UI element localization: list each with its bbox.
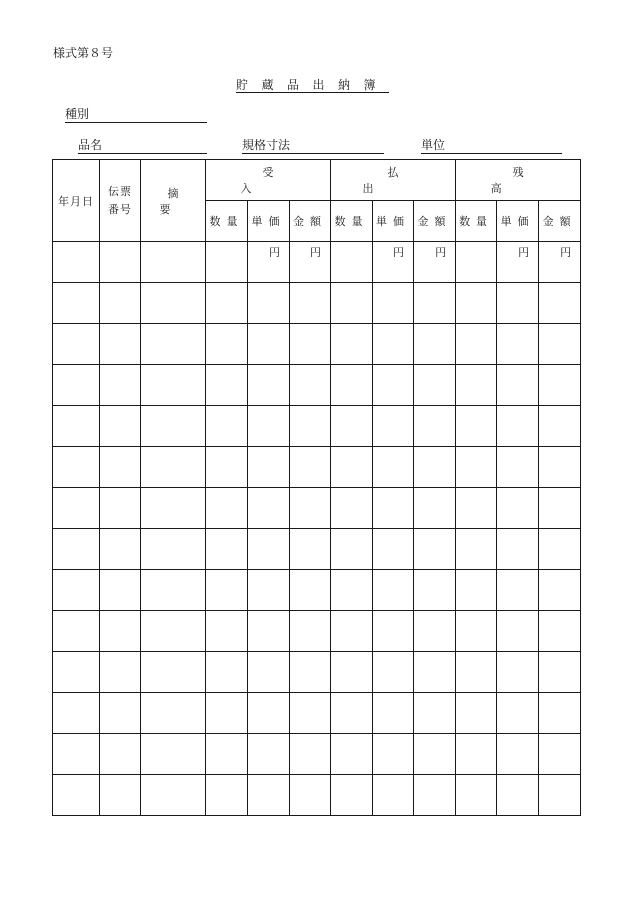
cell-summary[interactable] (141, 324, 206, 365)
cell-payment-amount[interactable] (414, 283, 456, 324)
cell-balance-amount[interactable] (539, 775, 581, 816)
cell-date[interactable] (53, 529, 100, 570)
cell-payment-quantity[interactable] (331, 529, 373, 570)
cell-receipt-amount[interactable] (290, 693, 331, 734)
cell-receipt-unit-price[interactable] (248, 488, 290, 529)
cell-date[interactable] (53, 283, 100, 324)
cell-slip-number[interactable] (100, 283, 141, 324)
cell-date[interactable] (53, 488, 100, 529)
ledger-table (52, 159, 581, 816)
cell-receipt-amount[interactable] (290, 611, 331, 652)
cell-balance-quantity[interactable] (456, 775, 497, 816)
header-receipt-quantity: 数量 (206, 201, 248, 242)
header-balance-amount: 金額 (539, 201, 581, 242)
cell-summary[interactable] (141, 652, 206, 693)
spec-label: 規格寸法 (242, 138, 291, 152)
table-row (53, 488, 581, 529)
kind-label: 種別 (65, 107, 90, 121)
cell-receipt-unit-price[interactable] (248, 570, 290, 611)
cell-slip-number[interactable] (100, 242, 141, 283)
header-payment-unit-price: 単価 (373, 201, 414, 242)
cell-payment-amount[interactable] (414, 488, 456, 529)
cell-payment-amount[interactable] (414, 529, 456, 570)
yen-mark: 円 (435, 246, 447, 259)
cell-date[interactable] (53, 242, 100, 283)
cell-date[interactable] (53, 365, 100, 406)
cell-receipt-quantity[interactable] (206, 775, 248, 816)
cell-balance-amount[interactable] (539, 242, 581, 283)
cell-payment-quantity[interactable] (331, 406, 373, 447)
cell-balance-quantity[interactable] (456, 570, 497, 611)
cell-receipt-quantity[interactable] (206, 652, 248, 693)
cell-slip-number[interactable] (100, 529, 141, 570)
cell-balance-amount[interactable] (539, 734, 581, 775)
cell-receipt-unit-price[interactable] (248, 734, 290, 775)
cell-balance-unit-price[interactable] (497, 242, 539, 283)
cell-balance-unit-price[interactable] (497, 775, 539, 816)
cell-receipt-amount[interactable] (290, 775, 331, 816)
cell-payment-quantity[interactable] (331, 652, 373, 693)
cell-receipt-amount[interactable] (290, 734, 331, 775)
cell-slip-number[interactable] (100, 775, 141, 816)
table-row (53, 529, 581, 570)
cell-payment-quantity[interactable] (331, 570, 373, 611)
header-slip-number: 伝票 番号 (100, 160, 141, 242)
cell-slip-number[interactable] (100, 693, 141, 734)
cell-payment-amount[interactable] (414, 775, 456, 816)
cell-payment-unit-price[interactable] (373, 488, 414, 529)
cell-date[interactable] (53, 324, 100, 365)
cell-balance-quantity[interactable] (456, 365, 497, 406)
cell-balance-amount[interactable] (539, 488, 581, 529)
item-name-label: 品名 (78, 138, 103, 152)
header-payment-amount: 金額 (414, 201, 456, 242)
cell-payment-quantity[interactable] (331, 775, 373, 816)
cell-balance-quantity[interactable] (456, 242, 497, 283)
cell-receipt-quantity[interactable] (206, 488, 248, 529)
cell-receipt-amount[interactable] (290, 652, 331, 693)
cell-receipt-unit-price[interactable] (248, 242, 290, 283)
yen-mark: 円 (518, 246, 530, 259)
cell-balance-quantity[interactable] (456, 693, 497, 734)
cell-receipt-quantity[interactable] (206, 283, 248, 324)
cell-balance-amount[interactable] (539, 652, 581, 693)
cell-receipt-amount[interactable] (290, 324, 331, 365)
yen-mark: 円 (310, 246, 322, 259)
cell-summary[interactable] (141, 734, 206, 775)
cell-balance-amount[interactable] (539, 406, 581, 447)
cell-receipt-amount[interactable] (290, 242, 331, 283)
cell-receipt-quantity[interactable] (206, 693, 248, 734)
table-row (53, 365, 581, 406)
cell-payment-amount[interactable] (414, 242, 456, 283)
cell-receipt-amount[interactable] (290, 406, 331, 447)
cell-payment-quantity[interactable] (331, 693, 373, 734)
header-payment-quantity: 数量 (331, 201, 373, 242)
cell-balance-amount[interactable] (539, 365, 581, 406)
cell-receipt-unit-price[interactable] (248, 406, 290, 447)
cell-receipt-quantity[interactable] (206, 570, 248, 611)
header-balance-unit-price: 単価 (497, 201, 539, 242)
cell-payment-unit-price[interactable] (373, 324, 414, 365)
cell-date[interactable] (53, 447, 100, 488)
cell-date[interactable] (53, 570, 100, 611)
header-balance: 残高 (456, 160, 581, 201)
cell-payment-quantity[interactable] (331, 283, 373, 324)
cell-receipt-unit-price[interactable] (248, 693, 290, 734)
cell-receipt-amount[interactable] (290, 570, 331, 611)
cell-balance-unit-price[interactable] (497, 529, 539, 570)
cell-receipt-unit-price[interactable] (248, 365, 290, 406)
cell-receipt-amount[interactable] (290, 447, 331, 488)
cell-payment-unit-price[interactable] (373, 611, 414, 652)
cell-balance-unit-price[interactable] (497, 693, 539, 734)
header-receipt: 受入 (206, 160, 331, 201)
cell-payment-quantity[interactable] (331, 611, 373, 652)
cell-balance-unit-price[interactable] (497, 611, 539, 652)
cell-balance-quantity[interactable] (456, 406, 497, 447)
cell-receipt-quantity[interactable] (206, 406, 248, 447)
cell-balance-unit-price[interactable] (497, 570, 539, 611)
cell-receipt-amount[interactable] (290, 365, 331, 406)
yen-mark: 円 (269, 246, 280, 259)
cell-slip-number[interactable] (100, 406, 141, 447)
cell-balance-quantity[interactable] (456, 652, 497, 693)
cell-date[interactable] (53, 693, 100, 734)
cell-payment-amount[interactable] (414, 406, 456, 447)
cell-balance-amount[interactable] (539, 324, 581, 365)
cell-date[interactable] (53, 611, 100, 652)
cell-balance-amount[interactable] (539, 611, 581, 652)
cell-payment-unit-price[interactable] (373, 652, 414, 693)
cell-balance-amount[interactable] (539, 693, 581, 734)
cell-receipt-unit-price[interactable] (248, 652, 290, 693)
header-date: 年月日 (53, 160, 100, 242)
cell-payment-quantity[interactable] (331, 365, 373, 406)
cell-slip-number[interactable] (100, 611, 141, 652)
cell-balance-unit-price[interactable] (497, 406, 539, 447)
table-row (53, 775, 581, 816)
cell-payment-unit-price[interactable] (373, 242, 414, 283)
cell-balance-unit-price[interactable] (497, 488, 539, 529)
yen-mark: 円 (560, 246, 572, 259)
header-payment: 払出 (331, 160, 456, 201)
table-row (53, 447, 581, 488)
cell-balance-unit-price[interactable] (497, 652, 539, 693)
cell-balance-quantity[interactable] (456, 283, 497, 324)
cell-receipt-quantity[interactable] (206, 242, 248, 283)
cell-payment-amount[interactable] (414, 570, 456, 611)
cell-balance-amount[interactable] (539, 447, 581, 488)
cell-summary[interactable] (141, 406, 206, 447)
cell-payment-quantity[interactable] (331, 488, 373, 529)
cell-receipt-amount[interactable] (290, 529, 331, 570)
cell-balance-quantity[interactable] (456, 447, 497, 488)
cell-balance-quantity[interactable] (456, 734, 497, 775)
cell-date[interactable] (53, 406, 100, 447)
cell-slip-number[interactable] (100, 570, 141, 611)
cell-payment-amount[interactable] (414, 734, 456, 775)
cell-summary[interactable] (141, 570, 206, 611)
table-row (53, 283, 581, 324)
cell-payment-unit-price[interactable] (373, 365, 414, 406)
cell-receipt-unit-price[interactable] (248, 775, 290, 816)
cell-summary[interactable] (141, 242, 206, 283)
cell-balance-amount[interactable] (539, 529, 581, 570)
spec-field[interactable] (242, 137, 384, 154)
document-title: 貯蔵品出納簿 (236, 78, 390, 92)
cell-summary[interactable] (141, 611, 206, 652)
cell-payment-amount[interactable] (414, 324, 456, 365)
cell-summary[interactable] (141, 529, 206, 570)
cell-summary[interactable] (141, 283, 206, 324)
cell-balance-unit-price[interactable] (497, 447, 539, 488)
cell-payment-amount[interactable] (414, 365, 456, 406)
table-row (53, 406, 581, 447)
table-row (53, 242, 581, 283)
cell-date[interactable] (53, 734, 100, 775)
cell-receipt-amount[interactable] (290, 488, 331, 529)
cell-payment-unit-price[interactable] (373, 283, 414, 324)
cell-receipt-unit-price[interactable] (248, 283, 290, 324)
cell-balance-unit-price[interactable] (497, 283, 539, 324)
cell-slip-number[interactable] (100, 447, 141, 488)
table-row (53, 570, 581, 611)
cell-receipt-unit-price[interactable] (248, 324, 290, 365)
cell-receipt-unit-price[interactable] (248, 611, 290, 652)
cell-payment-amount[interactable] (414, 693, 456, 734)
cell-payment-unit-price[interactable] (373, 529, 414, 570)
cell-payment-unit-price[interactable] (373, 447, 414, 488)
yen-mark: 円 (393, 246, 405, 259)
cell-receipt-unit-price[interactable] (248, 447, 290, 488)
unit-label: 単位 (421, 138, 446, 152)
cell-date[interactable] (53, 775, 100, 816)
table-row (53, 611, 581, 652)
cell-payment-unit-price[interactable] (373, 693, 414, 734)
cell-balance-amount[interactable] (539, 283, 581, 324)
cell-receipt-quantity[interactable] (206, 529, 248, 570)
cell-payment-quantity[interactable] (331, 324, 373, 365)
unit-field[interactable] (421, 137, 562, 154)
table-row (53, 693, 581, 734)
cell-summary[interactable] (141, 447, 206, 488)
cell-balance-amount[interactable] (539, 570, 581, 611)
cell-balance-unit-price[interactable] (497, 365, 539, 406)
cell-payment-unit-price[interactable] (373, 570, 414, 611)
header-receipt-amount: 金額 (290, 201, 331, 242)
cell-receipt-amount[interactable] (290, 283, 331, 324)
cell-payment-amount[interactable] (414, 447, 456, 488)
cell-payment-quantity[interactable] (331, 447, 373, 488)
cell-balance-quantity[interactable] (456, 529, 497, 570)
header-receipt-unit-price: 単価 (248, 201, 290, 242)
cell-summary[interactable] (141, 488, 206, 529)
table-row (53, 324, 581, 365)
cell-balance-unit-price[interactable] (497, 734, 539, 775)
cell-slip-number[interactable] (100, 365, 141, 406)
cell-date[interactable] (53, 652, 100, 693)
item-name-field[interactable] (78, 137, 207, 154)
cell-payment-quantity[interactable] (331, 734, 373, 775)
table-row (53, 734, 581, 775)
cell-slip-number[interactable] (100, 324, 141, 365)
cell-receipt-unit-price[interactable] (248, 529, 290, 570)
cell-payment-unit-price[interactable] (373, 406, 414, 447)
table-row (53, 652, 581, 693)
cell-receipt-quantity[interactable] (206, 365, 248, 406)
header-balance-quantity: 数量 (456, 201, 497, 242)
header-summary: 摘要 (141, 160, 206, 242)
cell-payment-quantity[interactable] (331, 242, 373, 283)
cell-receipt-quantity[interactable] (206, 734, 248, 775)
cell-slip-number[interactable] (100, 734, 141, 775)
cell-balance-quantity[interactable] (456, 611, 497, 652)
cell-summary[interactable] (141, 365, 206, 406)
table-header-row-1 (53, 160, 581, 201)
cell-payment-amount[interactable] (414, 611, 456, 652)
cell-payment-unit-price[interactable] (373, 734, 414, 775)
cell-balance-quantity[interactable] (456, 488, 497, 529)
form-number: 様式第８号 (53, 46, 114, 60)
cell-balance-unit-price[interactable] (497, 324, 539, 365)
cell-summary[interactable] (141, 693, 206, 734)
cell-balance-quantity[interactable] (456, 324, 497, 365)
cell-payment-unit-price[interactable] (373, 775, 414, 816)
cell-slip-number[interactable] (100, 652, 141, 693)
cell-slip-number[interactable] (100, 488, 141, 529)
cell-payment-amount[interactable] (414, 652, 456, 693)
cell-receipt-quantity[interactable] (206, 611, 248, 652)
cell-receipt-quantity[interactable] (206, 447, 248, 488)
kind-field[interactable] (65, 106, 207, 123)
cell-receipt-quantity[interactable] (206, 324, 248, 365)
cell-summary[interactable] (141, 775, 206, 816)
